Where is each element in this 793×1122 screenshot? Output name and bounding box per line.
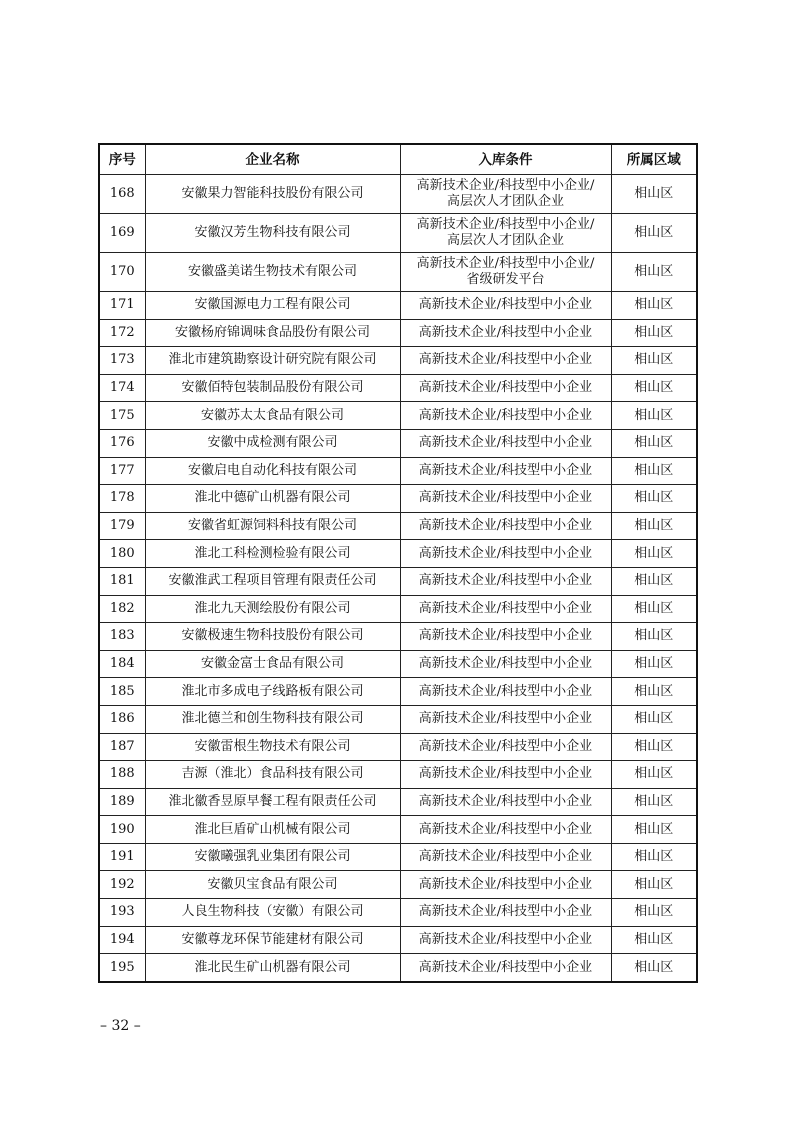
table-row	[99, 843, 697, 871]
cell-region: 相山区	[611, 253, 697, 292]
enterprise-table-container	[98, 143, 696, 983]
condition-line: 高新技术企业/科技型中小企业	[418, 407, 593, 423]
cell-serial-number: 191	[99, 843, 145, 871]
cell-entry-condition	[400, 402, 611, 430]
cell-region: 相山区	[611, 954, 697, 982]
cell-region: 相山区	[611, 899, 697, 927]
header-entry-condition: 入库条件	[400, 144, 611, 175]
table-row	[99, 595, 697, 623]
cell-entry-condition	[400, 954, 611, 982]
cell-company-name: 安徽极速生物科技股份有限公司	[145, 623, 400, 651]
cell-entry-condition	[400, 816, 611, 844]
cell-company-name: 安徽佰特包装制品股份有限公司	[145, 374, 400, 402]
cell-company-name: 安徽贝宝食品有限公司	[145, 871, 400, 899]
cell-serial-number: 171	[99, 292, 145, 320]
cell-company-name: 安徽果力智能科技股份有限公司	[145, 175, 400, 214]
cell-region: 相山区	[611, 705, 697, 733]
cell-entry-condition	[400, 292, 611, 320]
condition-line: 高新技术企业/科技型中小企业	[418, 380, 593, 396]
cell-company-name: 安徽启电自动化科技有限公司	[145, 457, 400, 485]
cell-entry-condition	[400, 347, 611, 375]
cell-serial-number: 182	[99, 595, 145, 623]
cell-region: 相山区	[611, 540, 697, 568]
table-row	[99, 175, 697, 214]
cell-company-name: 安徽曦强乳业集团有限公司	[145, 843, 400, 871]
table-row	[99, 402, 697, 430]
condition-line: 省级研发平台	[466, 272, 545, 287]
condition-line: 高新技术企业/科技型中小企业/	[416, 256, 595, 271]
condition-line: 高新技术企业/科技型中小企业	[418, 352, 593, 368]
cell-company-name: 安徽淮武工程项目管理有限责任公司	[145, 567, 400, 595]
table-row	[99, 457, 697, 485]
cell-entry-condition	[400, 761, 611, 789]
table-row	[99, 567, 697, 595]
cell-company-name: 安徽雷根生物技术有限公司	[145, 733, 400, 761]
cell-entry-condition	[400, 214, 611, 253]
cell-entry-condition	[400, 512, 611, 540]
cell-region: 相山区	[611, 761, 697, 789]
cell-company-name: 淮北市多成电子线路板有限公司	[145, 678, 400, 706]
cell-company-name: 淮北巨盾矿山机械有限公司	[145, 816, 400, 844]
cell-company-name: 淮北市建筑勘察设计研究院有限公司	[145, 347, 400, 375]
cell-serial-number: 184	[99, 650, 145, 678]
cell-entry-condition	[400, 733, 611, 761]
cell-region: 相山区	[611, 292, 697, 320]
table-row	[99, 623, 697, 651]
cell-entry-condition	[400, 175, 611, 214]
table-row	[99, 485, 697, 513]
cell-region: 相山区	[611, 788, 697, 816]
condition-line: 高新技术企业/科技型中小企业	[418, 324, 593, 340]
cell-region: 相山区	[611, 816, 697, 844]
condition-line: 高新技术企业/科技型中小企业	[418, 738, 593, 754]
header-serial-number: 序号	[99, 144, 145, 175]
cell-entry-condition	[400, 567, 611, 595]
table-row	[99, 429, 697, 457]
cell-company-name: 淮北九天测绘股份有限公司	[145, 595, 400, 623]
cell-serial-number: 190	[99, 816, 145, 844]
condition-line: 高新技术企业/科技型中小企业	[418, 656, 593, 672]
cell-region: 相山区	[611, 871, 697, 899]
cell-company-name: 安徽中成检测有限公司	[145, 429, 400, 457]
table-row	[99, 678, 697, 706]
table-row	[99, 650, 697, 678]
cell-serial-number: 179	[99, 512, 145, 540]
cell-company-name: 安徽尊龙环保节能建材有限公司	[145, 926, 400, 954]
cell-serial-number: 183	[99, 623, 145, 651]
condition-line: 高新技术企业/科技型中小企业	[418, 793, 593, 809]
cell-company-name: 淮北德兰和创生物科技有限公司	[145, 705, 400, 733]
condition-line: 高新技术企业/科技型中小企业/	[416, 178, 595, 193]
table-row	[99, 761, 697, 789]
condition-line: 高新技术企业/科技型中小企业	[418, 628, 593, 644]
cell-entry-condition	[400, 253, 611, 292]
cell-region: 相山区	[611, 678, 697, 706]
condition-line: 高新技术企业/科技型中小企业	[418, 849, 593, 865]
cell-serial-number: 193	[99, 899, 145, 927]
table-row	[99, 540, 697, 568]
cell-serial-number: 174	[99, 374, 145, 402]
table-row	[99, 512, 697, 540]
cell-entry-condition	[400, 623, 611, 651]
table-row	[99, 214, 697, 253]
cell-entry-condition	[400, 540, 611, 568]
condition-line: 高新技术企业/科技型中小企业	[418, 462, 593, 478]
table-row	[99, 871, 697, 899]
cell-entry-condition	[400, 457, 611, 485]
table-row	[99, 926, 697, 954]
cell-region: 相山区	[611, 512, 697, 540]
cell-serial-number: 189	[99, 788, 145, 816]
cell-region: 相山区	[611, 319, 697, 347]
cell-entry-condition	[400, 871, 611, 899]
condition-line: 高新技术企业/科技型中小企业	[418, 600, 593, 616]
cell-company-name: 安徽省虹源饲料科技有限公司	[145, 512, 400, 540]
table-row	[99, 899, 697, 927]
cell-region: 相山区	[611, 567, 697, 595]
cell-company-name: 淮北中德矿山机器有限公司	[145, 485, 400, 513]
cell-company-name: 安徽汉芳生物科技有限公司	[145, 214, 400, 253]
cell-entry-condition	[400, 926, 611, 954]
cell-serial-number: 172	[99, 319, 145, 347]
condition-line: 高新技术企业/科技型中小企业	[418, 518, 593, 534]
cell-serial-number: 178	[99, 485, 145, 513]
cell-serial-number: 176	[99, 429, 145, 457]
cell-region: 相山区	[611, 623, 697, 651]
cell-serial-number: 195	[99, 954, 145, 982]
cell-entry-condition	[400, 374, 611, 402]
enterprise-table	[98, 143, 698, 983]
cell-company-name: 安徽杨府锦调味食品股份有限公司	[145, 319, 400, 347]
condition-line: 高新技术企业/科技型中小企业	[418, 683, 593, 699]
condition-line: 高新技术企业/科技型中小企业	[418, 931, 593, 947]
condition-line: 高层次人才团队企业	[446, 233, 564, 248]
cell-company-name: 人良生物科技（安徽）有限公司	[145, 899, 400, 927]
condition-line: 高新技术企业/科技型中小企业	[418, 876, 593, 892]
table-row	[99, 319, 697, 347]
cell-region: 相山区	[611, 926, 697, 954]
cell-region: 相山区	[611, 457, 697, 485]
cell-serial-number: 180	[99, 540, 145, 568]
cell-region: 相山区	[611, 650, 697, 678]
table-row	[99, 705, 697, 733]
table-body	[99, 175, 697, 982]
cell-entry-condition	[400, 485, 611, 513]
cell-entry-condition	[400, 595, 611, 623]
cell-region: 相山区	[611, 429, 697, 457]
cell-region: 相山区	[611, 733, 697, 761]
cell-company-name: 安徽盛美诺生物技术有限公司	[145, 253, 400, 292]
header-company-name: 企业名称	[145, 144, 400, 175]
cell-serial-number: 175	[99, 402, 145, 430]
cell-serial-number: 194	[99, 926, 145, 954]
condition-line: 高新技术企业/科技型中小企业	[418, 904, 593, 920]
condition-line: 高新技术企业/科技型中小企业	[418, 297, 593, 313]
cell-serial-number: 168	[99, 175, 145, 214]
table-row	[99, 347, 697, 375]
cell-entry-condition	[400, 678, 611, 706]
cell-company-name: 淮北徽香昱原早餐工程有限责任公司	[145, 788, 400, 816]
cell-region: 相山区	[611, 214, 697, 253]
condition-line: 高新技术企业/科技型中小企业	[418, 959, 593, 975]
cell-serial-number: 187	[99, 733, 145, 761]
table-row	[99, 816, 697, 844]
condition-line: 高新技术企业/科技型中小企业	[418, 435, 593, 451]
cell-region: 相山区	[611, 402, 697, 430]
cell-company-name: 安徽苏太太食品有限公司	[145, 402, 400, 430]
cell-region: 相山区	[611, 485, 697, 513]
cell-region: 相山区	[611, 175, 697, 214]
cell-company-name: 安徽国源电力工程有限公司	[145, 292, 400, 320]
table-row	[99, 253, 697, 292]
cell-serial-number: 186	[99, 705, 145, 733]
cell-entry-condition	[400, 319, 611, 347]
condition-line: 高新技术企业/科技型中小企业	[418, 490, 593, 506]
cell-entry-condition	[400, 650, 611, 678]
cell-company-name: 安徽金富士食品有限公司	[145, 650, 400, 678]
page-number: – 32 –	[100, 1018, 141, 1034]
table-row	[99, 788, 697, 816]
table-row	[99, 292, 697, 320]
cell-region: 相山区	[611, 843, 697, 871]
cell-entry-condition	[400, 788, 611, 816]
cell-serial-number: 185	[99, 678, 145, 706]
header-region: 所属区域	[611, 144, 697, 175]
cell-serial-number: 169	[99, 214, 145, 253]
cell-serial-number: 181	[99, 567, 145, 595]
cell-serial-number: 188	[99, 761, 145, 789]
table-row	[99, 954, 697, 982]
cell-serial-number: 192	[99, 871, 145, 899]
table-row	[99, 374, 697, 402]
condition-line: 高新技术企业/科技型中小企业	[418, 711, 593, 727]
cell-region: 相山区	[611, 347, 697, 375]
cell-entry-condition	[400, 429, 611, 457]
cell-entry-condition	[400, 899, 611, 927]
condition-line: 高新技术企业/科技型中小企业	[418, 545, 593, 561]
cell-company-name: 淮北民生矿山机器有限公司	[145, 954, 400, 982]
cell-serial-number: 170	[99, 253, 145, 292]
cell-serial-number: 173	[99, 347, 145, 375]
table-row	[99, 733, 697, 761]
cell-serial-number: 177	[99, 457, 145, 485]
condition-line: 高新技术企业/科技型中小企业	[418, 573, 593, 589]
condition-line: 高新技术企业/科技型中小企业/	[416, 217, 595, 232]
cell-entry-condition	[400, 705, 611, 733]
cell-company-name: 吉源（淮北）食品科技有限公司	[145, 761, 400, 789]
condition-line: 高新技术企业/科技型中小企业	[418, 821, 593, 837]
cell-company-name: 淮北工科检测检验有限公司	[145, 540, 400, 568]
condition-line: 高层次人才团队企业	[446, 194, 564, 209]
table-header-row	[99, 144, 697, 175]
cell-region: 相山区	[611, 374, 697, 402]
condition-line: 高新技术企业/科技型中小企业	[418, 766, 593, 782]
cell-entry-condition	[400, 843, 611, 871]
cell-region: 相山区	[611, 595, 697, 623]
